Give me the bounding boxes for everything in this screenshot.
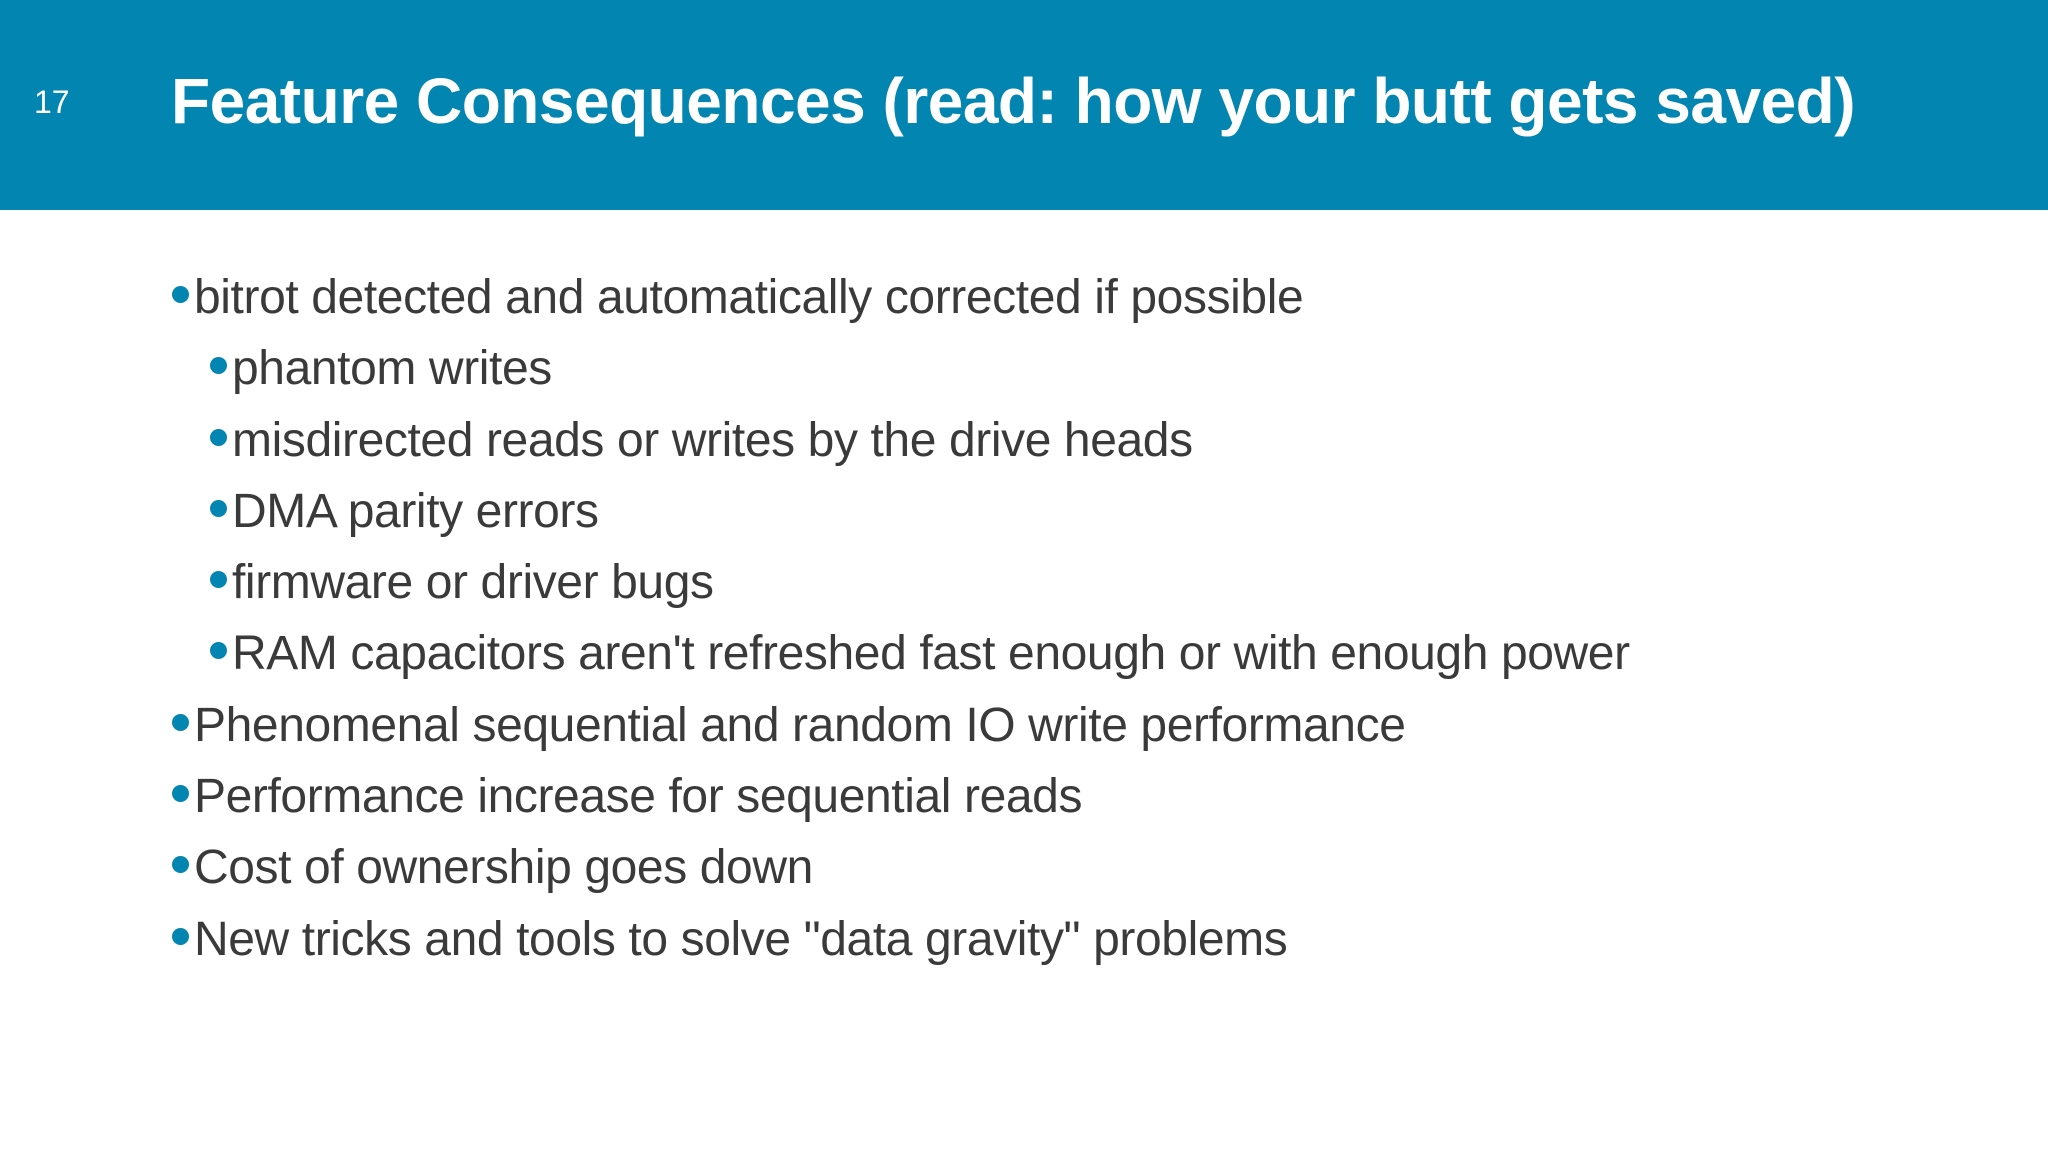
bullet-item — [0, 270, 2048, 341]
bullet-dot-icon — [172, 714, 189, 731]
sub-bullet-item — [0, 626, 2048, 697]
bullet-dot-icon — [210, 571, 227, 588]
bullet-text: phantom writes — [232, 342, 552, 396]
slide-number: 17 — [34, 84, 70, 120]
bullet-text: Phenomenal sequential and random IO write performance — [194, 698, 1406, 752]
bullet-dot-icon — [172, 856, 189, 873]
bullet-item — [0, 912, 2048, 983]
sub-bullet-item — [0, 413, 2048, 484]
bullet-dot-icon — [172, 785, 189, 802]
bullet-dot-icon — [210, 429, 227, 446]
slide-title: Feature Consequences (read: how your butt gets saved) — [171, 65, 1856, 137]
bullet-dot-icon — [172, 928, 189, 945]
bullet-item — [0, 840, 2048, 911]
sub-bullet-item — [0, 341, 2048, 412]
bullet-item — [0, 769, 2048, 840]
bullet-dot-icon — [210, 642, 227, 659]
bullet-text: DMA parity errors — [232, 484, 599, 538]
sub-bullet-item — [0, 555, 2048, 626]
bullet-list — [0, 270, 2048, 983]
bullet-text: Cost of ownership goes down — [194, 841, 813, 895]
bullet-text: bitrot detected and automatically corrected if possible — [194, 271, 1304, 324]
bullet-text: RAM capacitors aren't refreshed fast enough or with enough power — [232, 627, 1630, 681]
bullet-dot-icon — [210, 357, 227, 374]
bullet-dot-icon — [172, 286, 189, 303]
bullet-text: New tricks and tools to solve "data gravity" problems — [194, 912, 1288, 966]
bullet-text: misdirected reads or writes by the drive heads — [232, 413, 1193, 467]
sub-bullet-item — [0, 484, 2048, 555]
title-bar — [0, 0, 2048, 210]
bullet-text: firmware or driver bugs — [232, 556, 714, 610]
bullet-item — [0, 698, 2048, 769]
bullet-dot-icon — [210, 500, 227, 517]
bullet-text: Performance increase for sequential reads — [194, 770, 1083, 824]
